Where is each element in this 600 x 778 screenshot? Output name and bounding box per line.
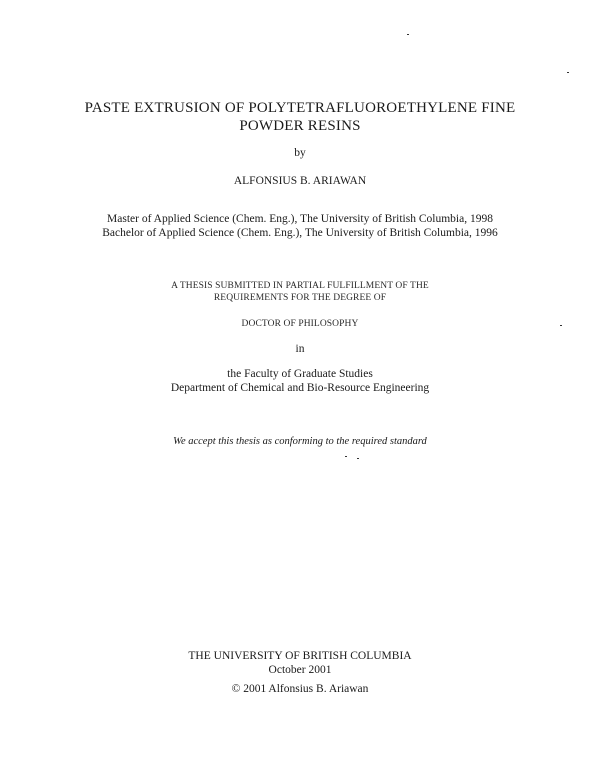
scan-speck (407, 34, 409, 35)
thesis-title-line-2: POWDER RESINS (239, 118, 361, 134)
scan-speck (560, 325, 562, 326)
faculty-name: the Faculty of Graduate Studies (227, 368, 373, 380)
thesis-title-line-1: PASTE EXTRUSION OF POLYTETRAFLUOROETHYLENE FINE (84, 100, 516, 116)
copyright-notice: © 2001 Alfonsius B. Ariawan (231, 683, 369, 695)
by-label: by (294, 147, 306, 159)
acceptance-statement: We accept this thesis as conforming to the required standard (173, 436, 427, 447)
scan-speck (567, 72, 569, 73)
degree-bachelors: Bachelor of Applied Science (Chem. Eng.), The University of British Columbia, 1996 (102, 227, 498, 239)
scan-speck (357, 458, 359, 459)
in-label: in (295, 343, 305, 355)
scan-speck (345, 456, 347, 457)
thesis-date: October 2001 (268, 664, 332, 676)
author-name: ALFONSIUS B. ARIAWAN (233, 175, 367, 187)
department-name: Department of Chemical and Bio-Resource Engineering (170, 382, 430, 394)
thesis-statement-line-2: REQUIREMENTS FOR THE DEGREE OF (213, 293, 387, 303)
degree-masters: Master of Applied Science (Chem. Eng.), The University of British Columbia, 1998 (107, 213, 493, 225)
university-name: THE UNIVERSITY OF BRITISH COLUMBIA (188, 650, 412, 662)
degree-sought: DOCTOR OF PHILOSOPHY (241, 319, 359, 329)
thesis-statement-line-1: A THESIS SUBMITTED IN PARTIAL FULFILLMENT OF THE (171, 281, 429, 291)
